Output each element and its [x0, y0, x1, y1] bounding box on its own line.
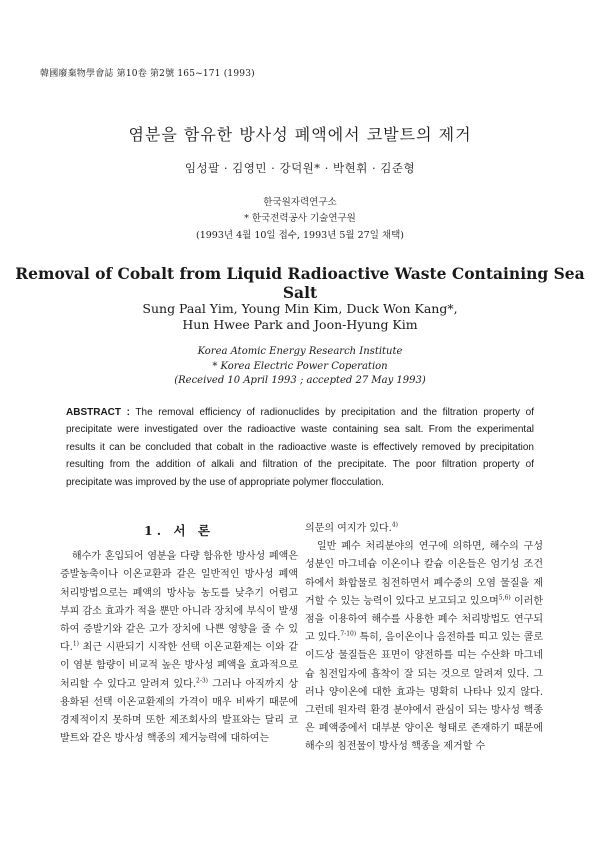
english-authors-line-1: Sung Paal Yim, Young Min Kim, Duck Won Kang*,	[142, 301, 458, 316]
section-heading-introduction: 1. 서 론	[144, 523, 214, 538]
intro-p2-part-3: 특히, 음이온이나 음전하를 띠고 있는 콜로이드상 물질들은 표면이 양전하를 띠는 수산화 마그네슘 침전입자에 흡착이 잘 되는 것으로 알려져 있다. 그러나 양이온에 대한 효과는 명확히 나타나 있지 않다. 그런데 원자력 환경 분야에서 관심이 되는 방사성 핵종은 폐액중에서 대부분 양이온 형태로 존재하기 때문에 해수의 침전물이 방사성 핵종을 제거할 수	[305, 632, 543, 753]
english-title: Removal of Cobalt from Liquid Radioactive Waste Containing Sea Salt	[15, 264, 585, 302]
intro-text-part-1: 해수가 혼입되어 염분을 다량 함유한 방사성 폐액은 증발농축이나 이온교환과 같은 일반적인 방사성 폐액 처리방법으로는 폐액의 방사능 농도를 낮추기 어렵고 부피 감소 효과가 적을 뿐만 아니라 장치에 부식이 발생하여 증발기와 같은 고가 장치에 나쁜 영향을 줄 수 있다.	[60, 551, 298, 654]
english-dates: (Received 10 April 1993 ; accepted 27 May 1993)	[174, 375, 426, 386]
citation-ref: 2-3)	[196, 677, 209, 685]
citation-ref: 1)	[72, 640, 80, 648]
journal-citation: 韓國廢棄物學會誌 第10卷 第2號 165~171 (1993)	[40, 69, 255, 79]
left-column	[60, 520, 298, 748]
korean-title: 염분을 함유한 방사성 폐액에서 코발트의 제거	[128, 125, 472, 144]
intro-text-part-3: 그러나 아직까지 상용화된 선택 이온교환제의 가격이 매우 비싸기 때문에 경제적이지 못하며 또한 제조회사의 발표와는 달리 코발트와 같은 방사성 핵종의 제거능력에 대하여는	[60, 678, 298, 745]
continuation-text: 의문의 여지가 있다.	[305, 523, 392, 534]
right-column	[305, 520, 543, 757]
english-authors-line-2: Hun Hwee Park and Joon-Hyung Kim	[182, 317, 418, 332]
abstract-label: ABSTRACT :	[66, 407, 130, 418]
intro-paragraph-1	[60, 548, 298, 748]
english-affiliation-2: * Korea Electric Power Coperation	[212, 361, 388, 372]
intro-p2-part-2: 이러한 점을 이용하여 해수를 사용한 폐수 처리방법도 연구되고 있다.	[305, 595, 543, 644]
korean-affiliation-1: 한국원자력연구소	[263, 197, 337, 208]
english-affiliation-1: Korea Atomic Energy Research Institute	[197, 346, 403, 357]
abstract-text: The removal efficiency of radionuclides by precipitation and the filtration property of precipitate were investigated over the radioactive waste containing sea salt. From the experimental results it can be concluded that cobalt in the radioactive waste is effectively removed by precipitation resulting from the addition of alkali and filtration of the precipitate. The poor filtration property of precipitate was improved by the use of appropriate polymer flocculation.	[66, 407, 534, 488]
korean-dates: (1993년 4월 10일 접수, 1993년 5월 27일 채택)	[196, 230, 404, 241]
intro-p2-part-1: 일반 폐수 처리분야의 연구에 의하면, 해수의 구성 성분인 마그네슘 이온이나 칼슘 이온들은 엄기성 조건하에서 화합물로 침전하면서 폐수중의 오염 물질을 제거할 수 있는 능력이 있다고 보고되고 있으며	[305, 541, 543, 607]
citation-ref: 7-10)	[340, 630, 357, 638]
korean-authors: 임성팔 · 김영민 · 강덕원* · 박현휘 · 김준형	[184, 161, 416, 175]
citation-ref: 4)	[391, 521, 398, 529]
intro-paragraph-2	[305, 538, 543, 756]
korean-affiliation-2: * 한국전력공사 기술연구원	[244, 213, 356, 224]
intro-text-part-2: 최근 시판되기 시작한 선택 이온교환제는 이와 같이 염분 함량이 비교적 높은 방사성 폐액을 효과적으로 처리할 수 있다고 알려져 있다.	[60, 642, 298, 690]
intro-continuation	[305, 520, 543, 538]
citation-ref: 5,6)	[498, 594, 511, 602]
abstract	[66, 404, 534, 491]
